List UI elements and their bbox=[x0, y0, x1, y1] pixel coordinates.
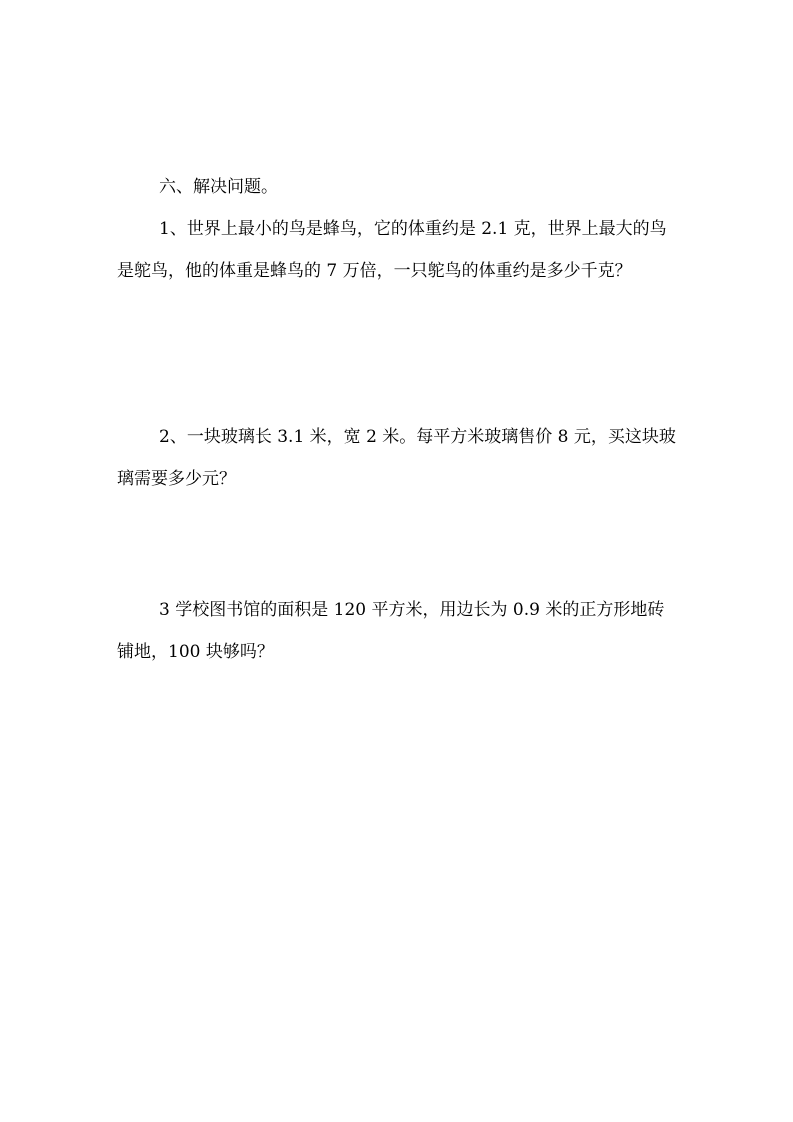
problem-3: 3 学校图书馆的面积是 120 平方米，用边长为 0.9 米的正方形地砖铺地，100 块够吗？ bbox=[117, 600, 665, 662]
problem-2: 2、一块玻璃长 3.1 米，宽 2 米。每平方米玻璃售价 8 元，买这块玻璃需要多少元？ bbox=[117, 427, 676, 489]
problem-1: 1、世界上最小的鸟是蜂鸟，它的体重约是 2.1 克，世界上最大的鸟是鸵鸟，他的体重是蜂鸟的 7 万倍，一只鸵鸟的体重约是多少千克？ bbox=[117, 219, 667, 281]
section-heading: 六、解决问题。 bbox=[159, 177, 278, 197]
